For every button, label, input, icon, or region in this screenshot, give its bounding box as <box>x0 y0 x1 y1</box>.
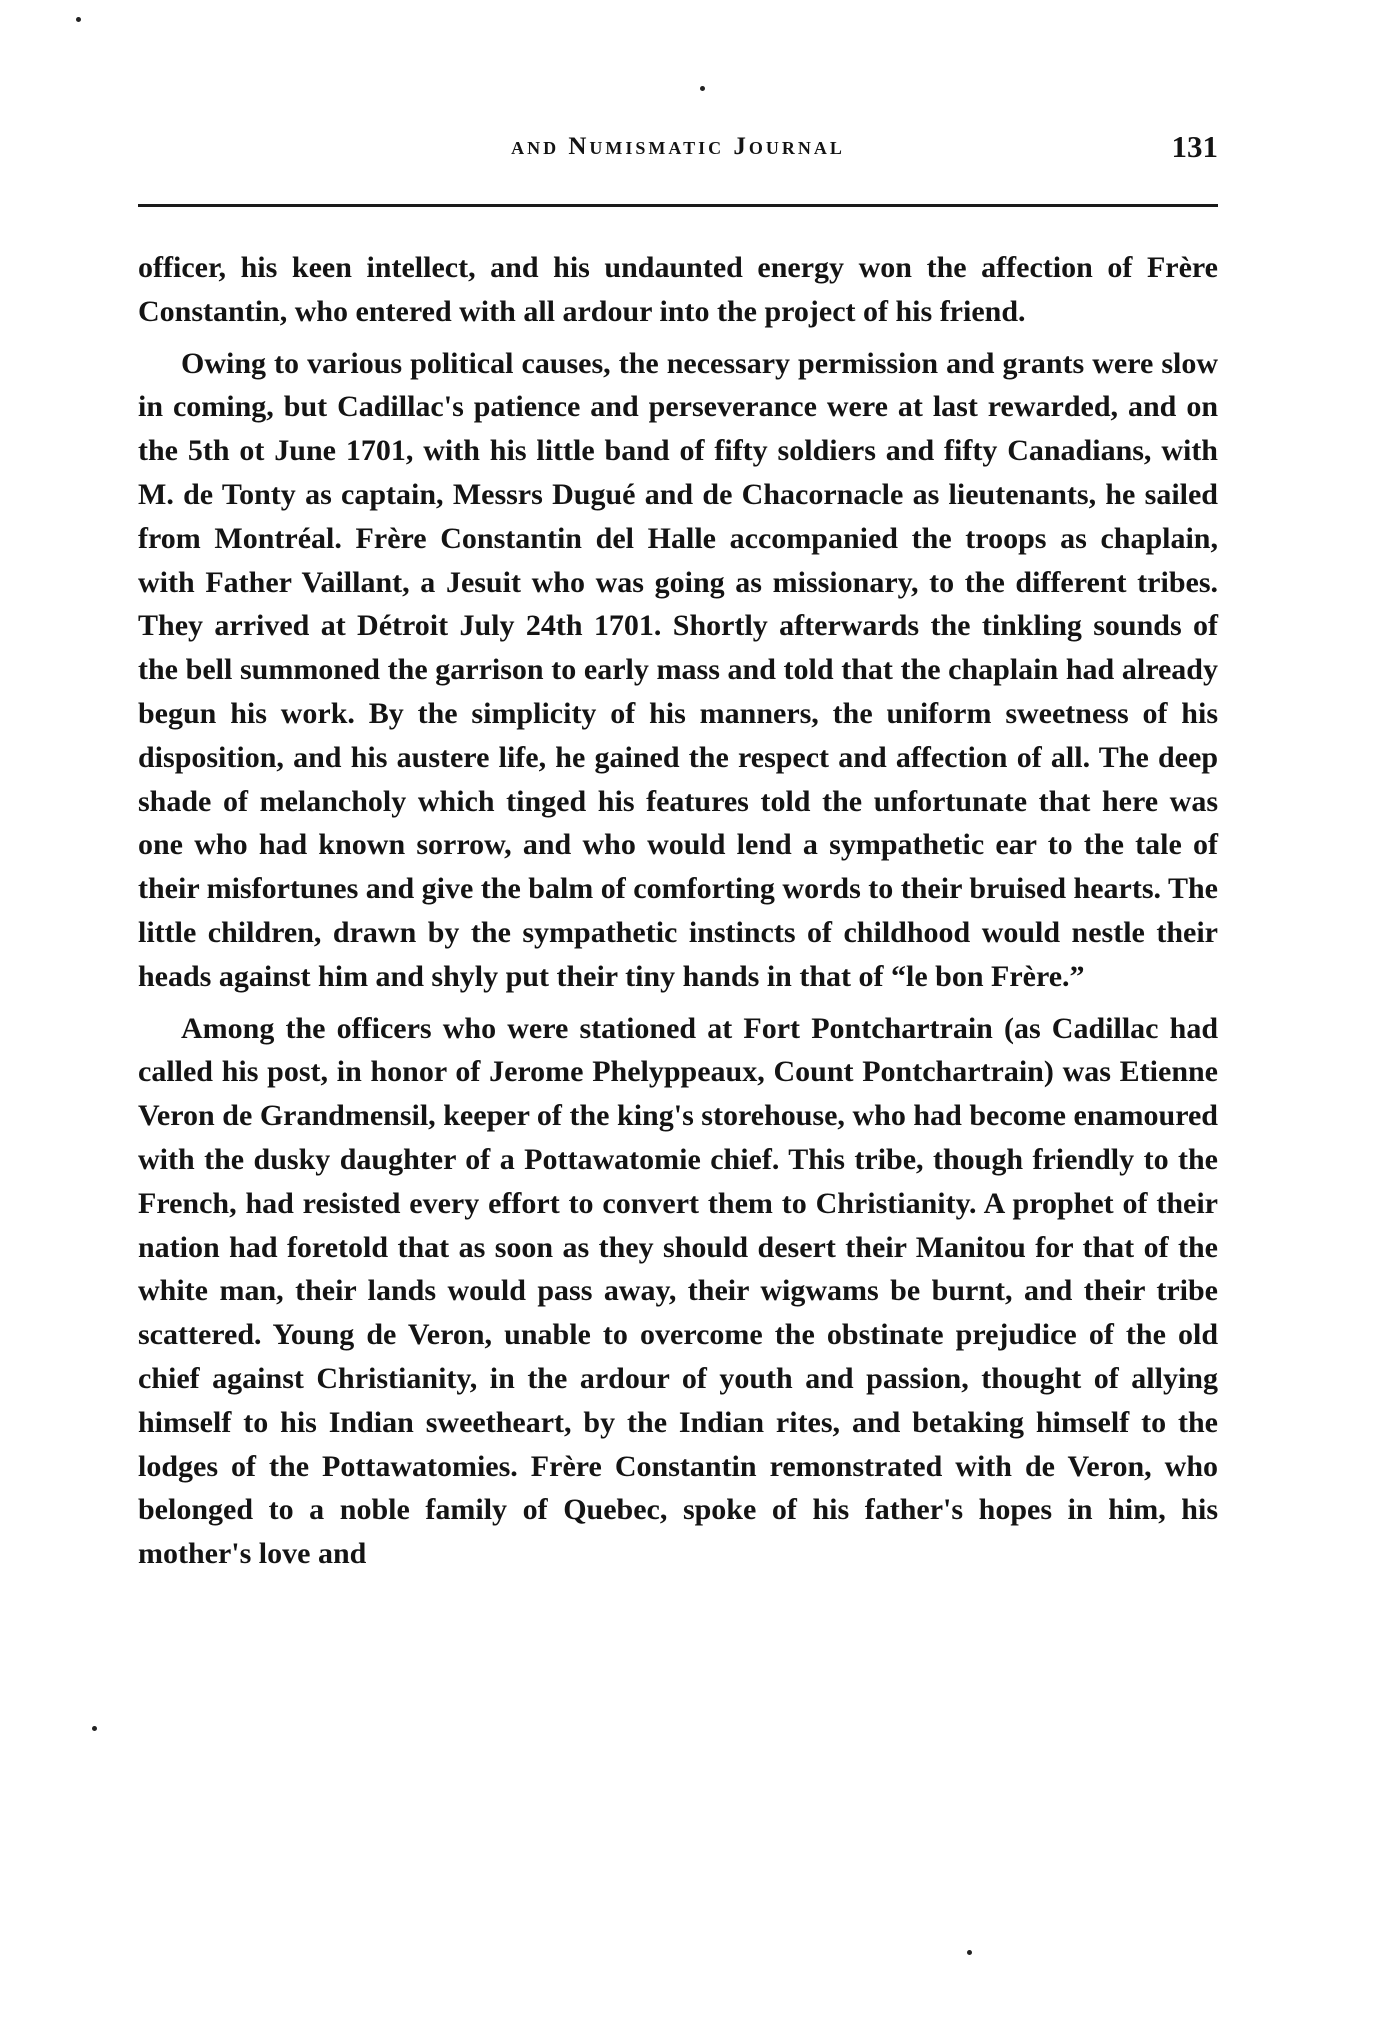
paragraph-continued: officer, his keen intellect, and his undaunted energy won the affection of Frère Constantin, who entered with all ardour into the project of his friend. <box>138 251 1218 328</box>
paragraph-cadillac-departure: Owing to various political causes, the necessary permission and grants were slow in coming, but Cadillac's patience and perseverance were at last rewarded, and on the 5th ot June 1701, with his little band of fifty soldiers and fifty Canadians, with M. de Tonty as captain, Messrs Dugué and de Chacornacle as lieutenants, he sailed from Montréal. Frère Constantin del Halle accompanied the troops as chaplain, with Father Vaillant, a Jesuit who was going as missionary, to the different tribes. They arrived at Détroit July 24th 1701. Shortly afterwards the tinkling sounds of the bell summoned the garrison to early mass and told that the chaplain had already begun his work. By the simplicity of his manners, the uniform sweetness of his disposition, and his austere life, he gained the respect and affection of all. The deep shade of melancholy which tinged his features told the unfortunate that here was one who had known sorrow, and who would lend a sympathetic ear to the tale of their misfortunes and give the balm of comforting words to their bruised hearts. The little children, drawn by the sympathetic instincts of childhood would nestle their heads against him and shyly put their tiny hands in that of “le bon Frère.” <box>138 346 1218 993</box>
scan-speck <box>700 86 705 91</box>
scan-speck <box>92 1726 97 1731</box>
scan-speck <box>967 1950 972 1955</box>
header-rule <box>138 204 1218 207</box>
paragraph-veron: Among the officers who were stationed at Fort Pontchartrain (as Cadillac had called his post, in honor of Jerome Phelyppeaux, Count Pontchartrain) was Etienne Veron de Grandmensil, keeper of the king's storehouse, who had become enamoured with the dusky daughter of a Pottawatomie chief. This tribe, though friendly to the French, had resisted every effort to convert them to Christianity. A prophet of their nation had foretold that as soon as they should desert their Manitou for that of the white man, their lands would pass away, their wigwams be burnt, and their tribe scattered. Young de Veron, unable to overcome the obstinate prejudice of the old chief against Christianity, in the ardour of youth and passion, thought of allying himself to his Indian sweetheart, by the Indian rites, and betaking himself to the lodges of the Pottawatomies. Frère Constantin remonstrated with de Veron, who belonged to a noble family of Quebec, spoke of his father's hopes in him, his mother's love and <box>138 1011 1218 1571</box>
running-title: and Numismatic Journal <box>511 133 845 160</box>
page-number: 131 <box>1171 129 1218 164</box>
scan-speck <box>76 17 81 22</box>
body-text <box>138 246 1218 1584</box>
running-head <box>138 125 1218 165</box>
